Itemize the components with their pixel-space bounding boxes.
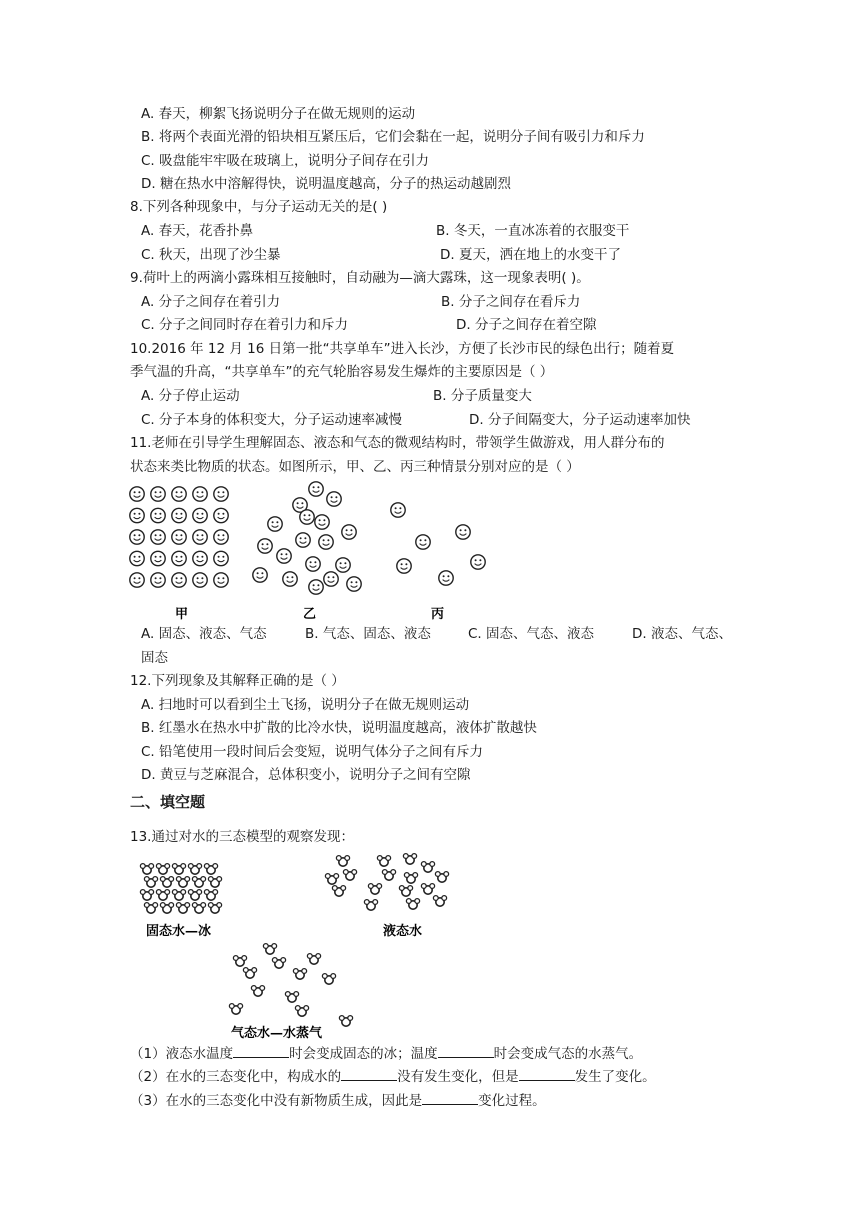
crowd-person-icon xyxy=(151,508,165,522)
figure-label-jia: 甲 xyxy=(175,607,189,622)
q9-option-b: B. 分子之间存在看斥力 xyxy=(441,294,581,310)
crowd-person-icon xyxy=(172,573,186,587)
q12-stem: 12.下列现象及其解释正确的是（ ） xyxy=(130,673,345,689)
q8-option-b: B. 冬天，一直冰冻着的衣服变干 xyxy=(436,223,630,239)
q11-option-d-continued: 固态 xyxy=(141,650,168,666)
q13-blank-3[interactable] xyxy=(341,1066,397,1081)
q13-part-1-text-b: 时会变成固态的冰；温度 xyxy=(289,1046,438,1062)
crowd-person-icon xyxy=(172,508,186,522)
ice-molecule-icon xyxy=(208,877,221,888)
crowd-person-icon xyxy=(193,487,207,501)
crowd-person-icon xyxy=(193,508,207,522)
crowd-person-icon xyxy=(172,530,186,544)
crowd-person-icon xyxy=(214,551,228,565)
ice-molecule-icon xyxy=(204,864,217,875)
q13-blank-2[interactable] xyxy=(438,1043,494,1058)
q13-blank-4[interactable] xyxy=(519,1066,575,1081)
q10-option-c: C. 分子本身的体积变大，分子运动速率减慢 xyxy=(141,412,403,428)
crowd-person-icon xyxy=(214,487,228,501)
crowd-person-icon xyxy=(151,573,165,587)
q11-option-c: C. 固态、气态、液态 xyxy=(468,626,595,642)
q9-option-d: D. 分子之间存在着空隙 xyxy=(456,317,597,333)
figure-label-yi: 乙 xyxy=(303,607,317,622)
solid-crowd-grid xyxy=(130,487,228,587)
crowd-person-icon xyxy=(193,551,207,565)
q13-blank-5[interactable] xyxy=(422,1090,478,1105)
q11-stem-line1: 11.老师在引导学生理解固态、液态和气态的微观结构时，带领学生做游戏，用人群分布的 xyxy=(130,435,665,451)
q13-blank-1[interactable] xyxy=(233,1043,289,1058)
crowd-person-icon xyxy=(130,487,144,501)
ice-molecule-icon xyxy=(172,890,185,901)
ice-molecule-icon xyxy=(144,903,157,914)
liquid-crowd xyxy=(253,482,361,594)
q12-option-b: B. 红墨水在热水中扩散的比冷水快，说明温度越高，液体扩散越快 xyxy=(141,720,537,736)
crowd-person-icon xyxy=(214,573,228,587)
water-states-figure xyxy=(0,850,860,1040)
crowd-person-icon xyxy=(172,487,186,501)
q9-option-a: A. 分子之间存在着引力 xyxy=(141,294,281,310)
q10-stem-line1: 10.2016 年 12 月 16 日第一批“共享单车”进入长沙，方便了长沙市民的绿色出行；随着夏 xyxy=(130,341,675,357)
q7-option-d: D. 糖在热水中溶解得快，说明温度越高，分子的热运动越剧烈 xyxy=(141,176,511,192)
figure-label-ice: 固态水—冰 xyxy=(146,924,212,939)
q13-stem: 13.通过对水的三态模型的观察发现： xyxy=(130,829,354,845)
q11-option-d: D. 液态、气态、 xyxy=(632,626,732,642)
ice-molecule-icon xyxy=(192,877,205,888)
crowd-person-icon xyxy=(193,530,207,544)
ice-molecule-icon xyxy=(192,903,205,914)
q13-part-2 xyxy=(130,1066,656,1087)
q7-option-a: A. 春天，柳絮飞扬说明分子在做无规则的运动 xyxy=(141,106,416,122)
ice-molecule-icon xyxy=(176,903,189,914)
q13-part-2-text-c: 发生了变化。 xyxy=(574,1069,656,1085)
q9-stem: 9.荷叶上的两滴小露珠相互接触时，自动融为—滴大露珠，这一现象表明( )。 xyxy=(130,270,590,286)
figure-label-water-vapor: 气态水—水蒸气 xyxy=(231,1026,323,1041)
q12-option-c: C. 铅笔使用一段时间后会变短，说明气体分子之间有斥力 xyxy=(141,744,484,760)
crowd-person-icon xyxy=(130,508,144,522)
ice-molecule-icon xyxy=(188,864,201,875)
gas-crowd xyxy=(391,503,485,585)
ice-molecule-icon xyxy=(156,864,169,875)
q10-stem-line2: 季气温的升高，“共享单车”的充气轮胎容易发生爆炸的主要原因是（ ） xyxy=(130,364,554,380)
q13-part-2-text-b: 没有发生变化，但是 xyxy=(397,1069,519,1085)
ice-molecule-icon xyxy=(140,890,153,901)
q10-option-d: D. 分子间隔变大，分子运动速率加快 xyxy=(469,412,691,428)
q13-part-3-text-a: （3）在水的三态变化中没有新物质生成，因此是 xyxy=(130,1093,423,1109)
q10-option-b: B. 分子质量变大 xyxy=(433,388,532,404)
q8-stem: 8.下列各种现象中，与分子运动无关的是( ) xyxy=(130,199,388,215)
ice-molecule-icon xyxy=(156,890,169,901)
crowd-person-icon xyxy=(151,530,165,544)
ice-molecule-icon xyxy=(144,877,157,888)
q13-part-2-text-a: （2）在水的三态变化中，构成水的 xyxy=(130,1069,342,1085)
q13-part-1-text-a: （1）液态水温度 xyxy=(130,1046,234,1062)
q7-option-b: B. 将两个表面光滑的铅块相互紧压后，它们会黏在一起，说明分子间有吸引力和斥力 xyxy=(141,129,645,145)
q13-part-3-text-b: 变化过程。 xyxy=(478,1093,546,1109)
crowd-person-icon xyxy=(130,530,144,544)
crowd-person-icon xyxy=(151,551,165,565)
liquid-water-molecules xyxy=(325,854,448,911)
water-vapor-molecules xyxy=(229,944,352,1027)
ice-molecule-icon xyxy=(160,877,173,888)
figure-label-bing: 丙 xyxy=(431,607,445,622)
figure-label-liquid-water: 液态水 xyxy=(383,924,423,939)
ice-molecule-icon xyxy=(160,903,173,914)
crowd-person-icon xyxy=(151,487,165,501)
crowd-person-icon xyxy=(193,573,207,587)
q11-stem-line2: 状态来类比物质的状态。如图所示，甲、乙、丙三种情景分别对应的是（ ） xyxy=(130,459,580,475)
section-heading-fill-in: 二、填空题 xyxy=(130,793,206,811)
ice-molecule-icon xyxy=(140,864,153,875)
q9-option-c: C. 分子之间同时存在着引力和斥力 xyxy=(141,317,349,333)
ice-molecule-icon xyxy=(208,903,221,914)
ice-molecule-grid xyxy=(140,864,221,914)
q13-part-1-text-c: 时会变成气态的水蒸气。 xyxy=(493,1046,643,1062)
ice-molecule-icon xyxy=(204,890,217,901)
q11-crowd-figure xyxy=(0,480,860,620)
crowd-person-icon xyxy=(130,573,144,587)
q12-option-d: D. 黄豆与芝麻混合，总体积变小，说明分子之间有空隙 xyxy=(141,767,471,783)
q10-option-a: A. 分子停止运动 xyxy=(141,388,240,404)
q11-option-b: B. 气态、固态、液态 xyxy=(305,626,431,642)
crowd-person-icon xyxy=(214,530,228,544)
ice-molecule-icon xyxy=(172,864,185,875)
crowd-person-icon xyxy=(214,508,228,522)
crowd-person-icon xyxy=(172,551,186,565)
q8-option-d: D. 夏天，洒在地上的水变干了 xyxy=(440,247,621,263)
q13-part-1 xyxy=(130,1043,642,1064)
ice-molecule-icon xyxy=(176,877,189,888)
ice-molecule-icon xyxy=(188,890,201,901)
q11-option-a: A. 固态、液态、气态 xyxy=(141,626,267,642)
q7-option-c: C. 吸盘能牢牢吸在玻璃上，说明分子间存在引力 xyxy=(141,153,430,169)
q8-option-c: C. 秋天，出现了沙尘暴 xyxy=(141,247,281,263)
q12-option-a: A. 扫地时可以看到尘土飞扬，说明分子在做无规则运动 xyxy=(141,697,470,713)
q8-option-a: A. 春天，花香扑鼻 xyxy=(141,223,254,239)
crowd-person-icon xyxy=(130,551,144,565)
q13-part-3 xyxy=(130,1090,546,1111)
